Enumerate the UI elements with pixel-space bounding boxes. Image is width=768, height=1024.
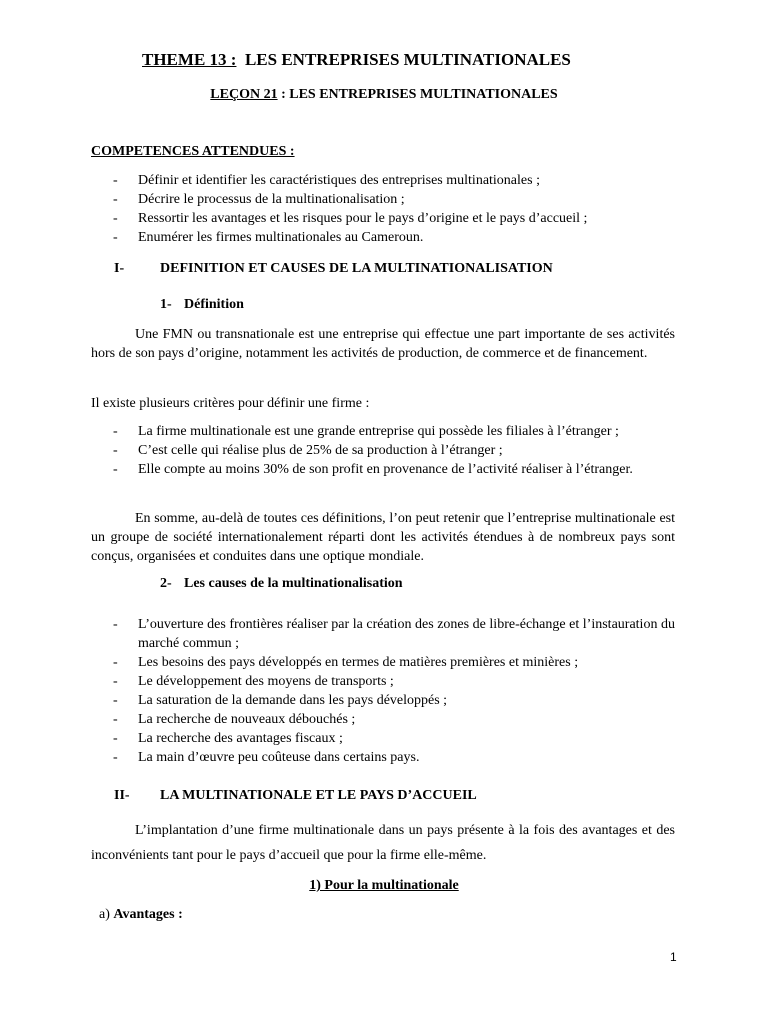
section-2-title: LA MULTINATIONALE ET LE PAYS D’ACCUEIL <box>160 788 477 803</box>
theme-label: THEME 13 : <box>142 50 237 69</box>
causes-list <box>91 615 675 767</box>
criteria-list <box>91 422 675 479</box>
competences-list <box>91 171 675 247</box>
subsection-2-number: 2- <box>160 576 172 591</box>
list-item: - L’ouverture des frontières réaliser par la création des zones de libre-échange et l’instauration du marché commun ; <box>113 617 675 651</box>
subsection-1-number: 1- <box>160 297 172 312</box>
section-1-number: I- <box>114 261 125 276</box>
advantages-label: a) <box>99 907 114 922</box>
list-item: - Les besoins des pays développés en termes de matières premières et minières ; <box>113 655 579 670</box>
list-item: - Décrire le processus de la multinationalisation ; <box>113 192 405 207</box>
competences-title: COMPETENCES ATTENDUES : <box>91 144 295 159</box>
section-2-paragraph: L’implantation d’une firme multinationale dans un pays présente à la fois des avantages et des inconvénients tant pour le pays d’accueil que pour la firme elle-même. <box>91 823 675 863</box>
advantages-title: Avantages : <box>113 907 183 922</box>
list-item: - La firme multinationale est une grande entreprise qui possède les filiales à l’étranger ; <box>113 424 619 439</box>
lesson-title: : LES ENTREPRISES MULTINATIONALES <box>277 87 558 102</box>
subsection-2-title: Les causes de la multinationalisation <box>184 576 403 591</box>
list-item: - Elle compte au moins 30% de son profit en provenance de l’activité réaliser à l’étranger. <box>113 462 633 477</box>
criteria-intro: Il existe plusieurs critères pour définir une firme : <box>91 396 370 411</box>
section-1-title: DEFINITION ET CAUSES DE LA MULTINATIONALISATION <box>160 261 553 276</box>
subsection-1-title: Définition <box>184 297 244 312</box>
list-item: - La main d’œuvre peu coûteuse dans certains pays. <box>113 750 420 765</box>
definition-paragraph: Une FMN ou transnationale est une entreprise qui effectue une part importante de ses activités hors de son pays d’origine, notamment les activités de production, de commerce et de financement. <box>91 327 675 361</box>
list-item: - C’est celle qui réalise plus de 25% de sa production à l’étranger ; <box>113 443 503 458</box>
page-number: 1 <box>670 950 677 964</box>
list-item: - Enumérer les firmes multinationales au Cameroun. <box>113 230 424 245</box>
theme-title: LES ENTREPRISES MULTINATIONALES <box>244 50 571 69</box>
list-item: - Définir et identifier les caractéristiques des entreprises multinationales ; <box>113 173 540 188</box>
list-item: - Le développement des moyens de transports ; <box>113 674 394 689</box>
list-item: - La recherche de nouveaux débouchés ; <box>113 712 356 727</box>
list-item: - Ressortir les avantages et les risques pour le pays d’origine et le pays d’accueil ; <box>113 211 588 226</box>
advantages-heading <box>99 907 183 923</box>
theme-heading <box>142 50 571 70</box>
section-2-number: II- <box>114 788 130 803</box>
lesson-heading <box>0 87 768 103</box>
summary-paragraph: En somme, au-delà de toutes ces définitions, l’on peut retenir que l’entreprise multinationale est un groupe de société internationalement réparti dont les activités étendues à de nombreux pays sont conçus, organisées et conduites dans une optique mondiale. <box>91 511 675 564</box>
subsection-multinational-title: 1) Pour la multinationale <box>309 878 459 893</box>
list-item: - La recherche des avantages fiscaux ; <box>113 731 343 746</box>
list-item: - La saturation de la demande dans les pays développés ; <box>113 693 448 708</box>
lesson-label: LEÇON 21 <box>210 87 278 102</box>
